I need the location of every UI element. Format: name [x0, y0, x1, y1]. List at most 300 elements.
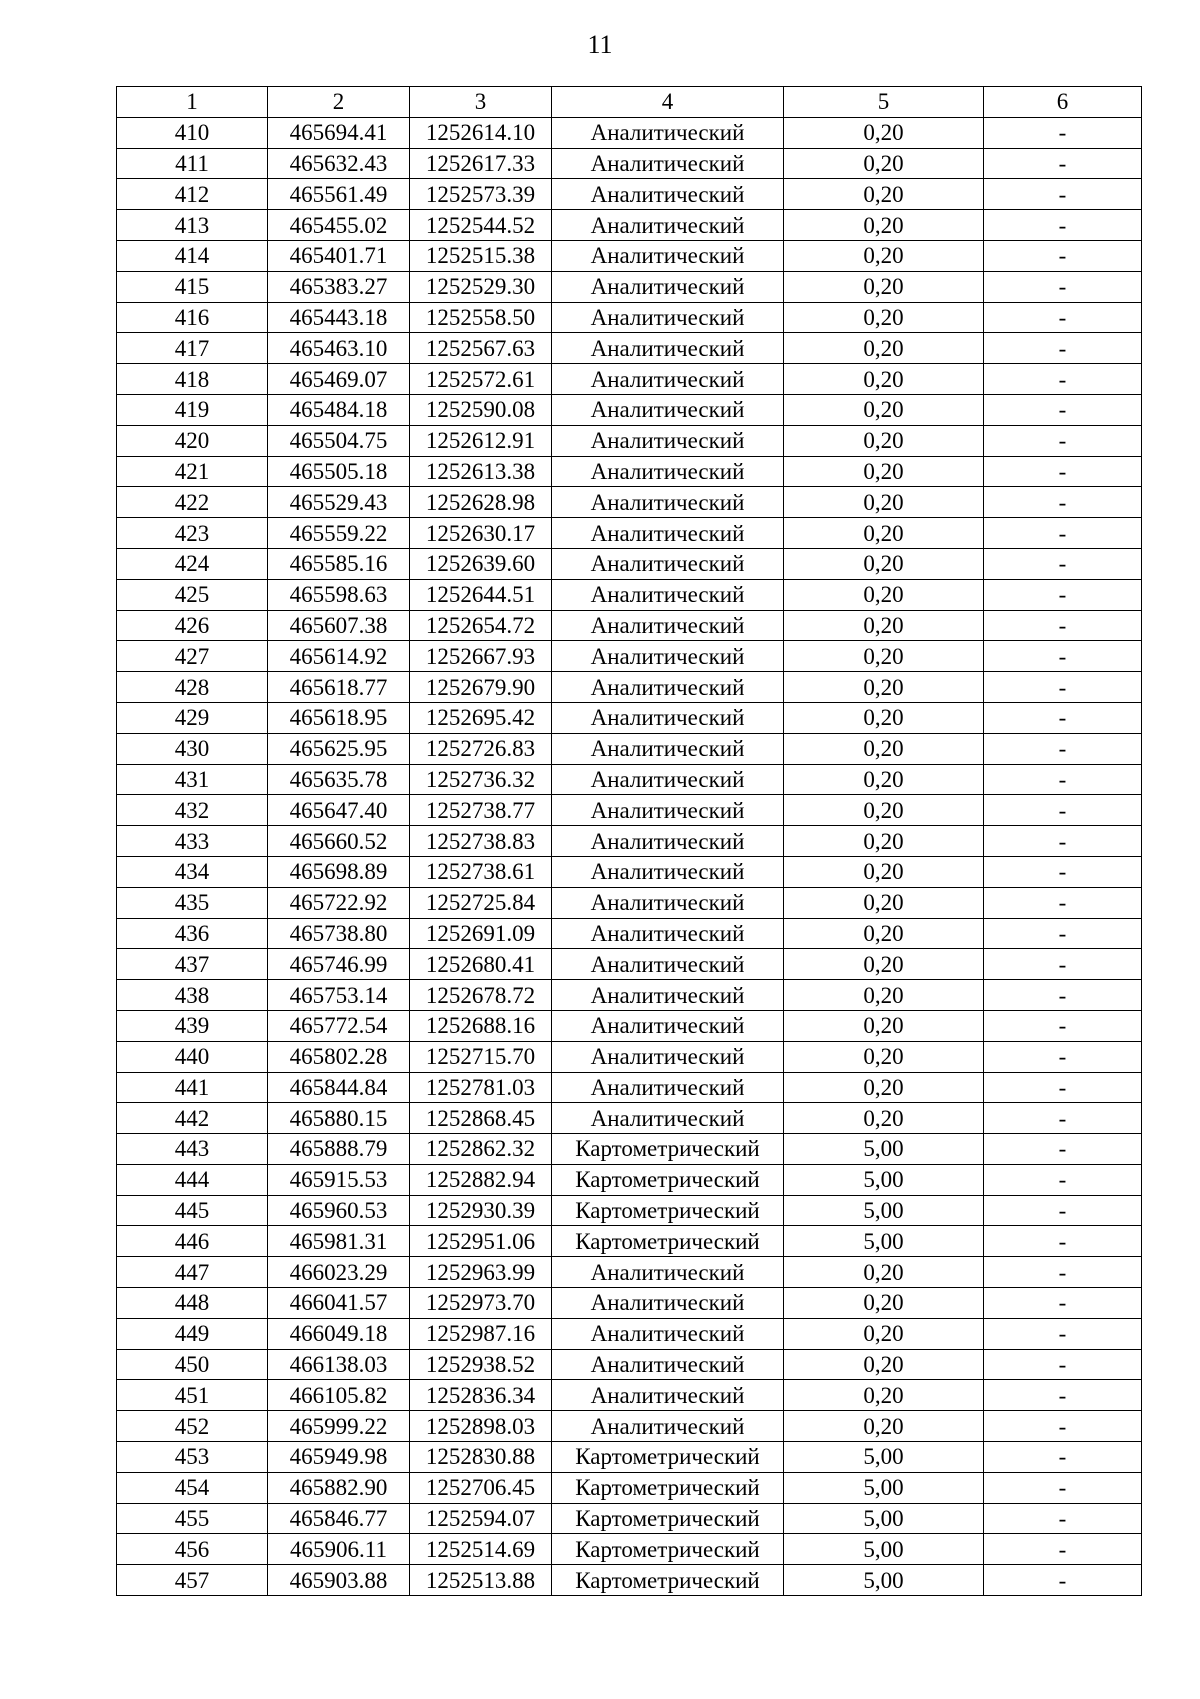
method-cell: Аналитический	[552, 302, 784, 333]
y-coordinate-cell: 1252987.16	[410, 1318, 552, 1349]
y-coordinate-cell: 1252513.88	[410, 1565, 552, 1596]
x-coordinate-cell: 466023.29	[268, 1257, 410, 1288]
point-number-cell: 412	[117, 179, 268, 210]
table-row	[117, 579, 1142, 610]
accuracy-cell: 0,20	[784, 1349, 984, 1380]
accuracy-cell: 5,00	[784, 1164, 984, 1195]
method-cell: Аналитический	[552, 179, 784, 210]
point-number-cell: 410	[117, 117, 268, 148]
accuracy-cell: 0,20	[784, 548, 984, 579]
accuracy-cell: 5,00	[784, 1503, 984, 1534]
y-coordinate-cell: 1252573.39	[410, 179, 552, 210]
accuracy-cell: 0,20	[784, 856, 984, 887]
table-row	[117, 1195, 1142, 1226]
note-cell: -	[984, 1103, 1142, 1134]
table-row	[117, 1411, 1142, 1442]
method-cell: Картометрический	[552, 1472, 784, 1503]
table-row	[117, 1103, 1142, 1134]
accuracy-cell: 5,00	[784, 1534, 984, 1565]
accuracy-cell: 0,20	[784, 764, 984, 795]
y-coordinate-cell: 1252738.61	[410, 856, 552, 887]
note-cell: -	[984, 271, 1142, 302]
point-number-cell: 441	[117, 1072, 268, 1103]
table-body	[117, 87, 1142, 1596]
x-coordinate-cell: 465960.53	[268, 1195, 410, 1226]
point-number-cell: 421	[117, 456, 268, 487]
method-cell: Картометрический	[552, 1565, 784, 1596]
x-coordinate-cell: 465559.22	[268, 518, 410, 549]
y-coordinate-cell: 1252930.39	[410, 1195, 552, 1226]
table-row	[117, 302, 1142, 333]
method-cell: Аналитический	[552, 364, 784, 395]
x-coordinate-cell: 466049.18	[268, 1318, 410, 1349]
x-coordinate-cell: 465632.43	[268, 148, 410, 179]
x-coordinate-cell: 465505.18	[268, 456, 410, 487]
method-cell: Аналитический	[552, 795, 784, 826]
note-cell: -	[984, 610, 1142, 641]
note-cell: -	[984, 1041, 1142, 1072]
note-cell: -	[984, 672, 1142, 703]
accuracy-cell: 0,20	[784, 641, 984, 672]
column-header: 5	[784, 87, 984, 118]
note-cell: -	[984, 1288, 1142, 1319]
y-coordinate-cell: 1252868.45	[410, 1103, 552, 1134]
y-coordinate-cell: 1252973.70	[410, 1288, 552, 1319]
point-number-cell: 440	[117, 1041, 268, 1072]
accuracy-cell: 0,20	[784, 672, 984, 703]
point-number-cell: 424	[117, 548, 268, 579]
method-cell: Аналитический	[552, 333, 784, 364]
y-coordinate-cell: 1252951.06	[410, 1226, 552, 1257]
y-coordinate-cell: 1252738.83	[410, 826, 552, 857]
y-coordinate-cell: 1252963.99	[410, 1257, 552, 1288]
table-row	[117, 1349, 1142, 1380]
y-coordinate-cell: 1252678.72	[410, 980, 552, 1011]
note-cell: -	[984, 1226, 1142, 1257]
table-row	[117, 826, 1142, 857]
table-row	[117, 856, 1142, 887]
method-cell: Аналитический	[552, 702, 784, 733]
x-coordinate-cell: 465906.11	[268, 1534, 410, 1565]
x-coordinate-cell: 465746.99	[268, 949, 410, 980]
method-cell: Аналитический	[552, 764, 784, 795]
accuracy-cell: 5,00	[784, 1565, 984, 1596]
accuracy-cell: 0,20	[784, 518, 984, 549]
x-coordinate-cell: 465981.31	[268, 1226, 410, 1257]
point-number-cell: 417	[117, 333, 268, 364]
table-row	[117, 425, 1142, 456]
point-number-cell: 437	[117, 949, 268, 980]
point-number-cell: 454	[117, 1472, 268, 1503]
point-number-cell: 448	[117, 1288, 268, 1319]
x-coordinate-cell: 465484.18	[268, 394, 410, 425]
method-cell: Аналитический	[552, 641, 784, 672]
accuracy-cell: 0,20	[784, 733, 984, 764]
x-coordinate-cell: 466138.03	[268, 1349, 410, 1380]
x-coordinate-cell: 465949.98	[268, 1442, 410, 1473]
note-cell: -	[984, 1072, 1142, 1103]
accuracy-cell: 0,20	[784, 702, 984, 733]
accuracy-cell: 5,00	[784, 1472, 984, 1503]
y-coordinate-cell: 1252691.09	[410, 918, 552, 949]
note-cell: -	[984, 179, 1142, 210]
y-coordinate-cell: 1252572.61	[410, 364, 552, 395]
point-number-cell: 426	[117, 610, 268, 641]
method-cell: Аналитический	[552, 117, 784, 148]
method-cell: Аналитический	[552, 271, 784, 302]
y-coordinate-cell: 1252706.45	[410, 1472, 552, 1503]
note-cell: -	[984, 1318, 1142, 1349]
point-number-cell: 457	[117, 1565, 268, 1596]
table-row	[117, 333, 1142, 364]
point-number-cell: 430	[117, 733, 268, 764]
x-coordinate-cell: 466105.82	[268, 1380, 410, 1411]
table-row	[117, 672, 1142, 703]
accuracy-cell: 0,20	[784, 579, 984, 610]
method-cell: Аналитический	[552, 887, 784, 918]
y-coordinate-cell: 1252613.38	[410, 456, 552, 487]
x-coordinate-cell: 465383.27	[268, 271, 410, 302]
accuracy-cell: 0,20	[784, 610, 984, 641]
note-cell: -	[984, 1349, 1142, 1380]
column-header: 3	[410, 87, 552, 118]
x-coordinate-cell: 465469.07	[268, 364, 410, 395]
accuracy-cell: 0,20	[784, 333, 984, 364]
y-coordinate-cell: 1252654.72	[410, 610, 552, 641]
y-coordinate-cell: 1252567.63	[410, 333, 552, 364]
method-cell: Аналитический	[552, 1257, 784, 1288]
x-coordinate-cell: 465888.79	[268, 1134, 410, 1165]
table-row	[117, 456, 1142, 487]
note-cell: -	[984, 1380, 1142, 1411]
table-row	[117, 210, 1142, 241]
table-row	[117, 364, 1142, 395]
accuracy-cell: 0,20	[784, 456, 984, 487]
note-cell: -	[984, 1195, 1142, 1226]
y-coordinate-cell: 1252617.33	[410, 148, 552, 179]
method-cell: Аналитический	[552, 856, 784, 887]
method-cell: Картометрический	[552, 1442, 784, 1473]
note-cell: -	[984, 795, 1142, 826]
table-row	[117, 117, 1142, 148]
method-cell: Аналитический	[552, 980, 784, 1011]
accuracy-cell: 0,20	[784, 179, 984, 210]
accuracy-cell: 5,00	[784, 1195, 984, 1226]
note-cell: -	[984, 856, 1142, 887]
method-cell: Картометрический	[552, 1195, 784, 1226]
point-number-cell: 444	[117, 1164, 268, 1195]
table-row	[117, 1503, 1142, 1534]
table-row	[117, 1472, 1142, 1503]
point-number-cell: 439	[117, 1010, 268, 1041]
x-coordinate-cell: 465614.92	[268, 641, 410, 672]
table-row	[117, 1257, 1142, 1288]
point-number-cell: 443	[117, 1134, 268, 1165]
note-cell: -	[984, 918, 1142, 949]
y-coordinate-cell: 1252862.32	[410, 1134, 552, 1165]
table-row	[117, 1380, 1142, 1411]
method-cell: Аналитический	[552, 487, 784, 518]
accuracy-cell: 0,20	[784, 302, 984, 333]
x-coordinate-cell: 465585.16	[268, 548, 410, 579]
point-number-cell: 434	[117, 856, 268, 887]
method-cell: Аналитический	[552, 918, 784, 949]
y-coordinate-cell: 1252514.69	[410, 1534, 552, 1565]
table-row	[117, 918, 1142, 949]
y-coordinate-cell: 1252830.88	[410, 1442, 552, 1473]
point-number-cell: 418	[117, 364, 268, 395]
x-coordinate-cell: 465455.02	[268, 210, 410, 241]
y-coordinate-cell: 1252726.83	[410, 733, 552, 764]
table-row	[117, 610, 1142, 641]
note-cell: -	[984, 702, 1142, 733]
column-header: 6	[984, 87, 1142, 118]
table-row	[117, 1010, 1142, 1041]
note-cell: -	[984, 487, 1142, 518]
accuracy-cell: 0,20	[784, 1103, 984, 1134]
method-cell: Аналитический	[552, 1349, 784, 1380]
x-coordinate-cell: 465618.77	[268, 672, 410, 703]
method-cell: Аналитический	[552, 1072, 784, 1103]
method-cell: Аналитический	[552, 456, 784, 487]
x-coordinate-cell: 465463.10	[268, 333, 410, 364]
note-cell: -	[984, 394, 1142, 425]
point-number-cell: 416	[117, 302, 268, 333]
x-coordinate-cell: 465738.80	[268, 918, 410, 949]
point-number-cell: 411	[117, 148, 268, 179]
point-number-cell: 449	[117, 1318, 268, 1349]
table-row	[117, 1041, 1142, 1072]
accuracy-cell: 0,20	[784, 949, 984, 980]
point-number-cell: 429	[117, 702, 268, 733]
y-coordinate-cell: 1252639.60	[410, 548, 552, 579]
accuracy-cell: 5,00	[784, 1442, 984, 1473]
x-coordinate-cell: 465753.14	[268, 980, 410, 1011]
table-row	[117, 1534, 1142, 1565]
x-coordinate-cell: 465625.95	[268, 733, 410, 764]
method-cell: Картометрический	[552, 1226, 784, 1257]
accuracy-cell: 0,20	[784, 210, 984, 241]
method-cell: Аналитический	[552, 394, 784, 425]
note-cell: -	[984, 641, 1142, 672]
point-number-cell: 413	[117, 210, 268, 241]
y-coordinate-cell: 1252667.93	[410, 641, 552, 672]
method-cell: Аналитический	[552, 240, 784, 271]
x-coordinate-cell: 465844.84	[268, 1072, 410, 1103]
point-number-cell: 446	[117, 1226, 268, 1257]
y-coordinate-cell: 1252544.52	[410, 210, 552, 241]
x-coordinate-cell: 465999.22	[268, 1411, 410, 1442]
x-coordinate-cell: 466041.57	[268, 1288, 410, 1319]
table-row	[117, 1134, 1142, 1165]
y-coordinate-cell: 1252590.08	[410, 394, 552, 425]
note-cell: -	[984, 826, 1142, 857]
accuracy-cell: 0,20	[784, 425, 984, 456]
table-row	[117, 1072, 1142, 1103]
column-header: 1	[117, 87, 268, 118]
note-cell: -	[984, 980, 1142, 1011]
x-coordinate-cell: 465561.49	[268, 179, 410, 210]
accuracy-cell: 0,20	[784, 240, 984, 271]
point-number-cell: 414	[117, 240, 268, 271]
y-coordinate-cell: 1252781.03	[410, 1072, 552, 1103]
accuracy-cell: 0,20	[784, 826, 984, 857]
x-coordinate-cell: 465802.28	[268, 1041, 410, 1072]
x-coordinate-cell: 465607.38	[268, 610, 410, 641]
table-row	[117, 240, 1142, 271]
x-coordinate-cell: 465401.71	[268, 240, 410, 271]
accuracy-cell: 0,20	[784, 1257, 984, 1288]
y-coordinate-cell: 1252715.70	[410, 1041, 552, 1072]
y-coordinate-cell: 1252614.10	[410, 117, 552, 148]
note-cell: -	[984, 302, 1142, 333]
point-number-cell: 438	[117, 980, 268, 1011]
point-number-cell: 427	[117, 641, 268, 672]
point-number-cell: 453	[117, 1442, 268, 1473]
point-number-cell: 415	[117, 271, 268, 302]
y-coordinate-cell: 1252736.32	[410, 764, 552, 795]
accuracy-cell: 0,20	[784, 487, 984, 518]
note-cell: -	[984, 210, 1142, 241]
y-coordinate-cell: 1252529.30	[410, 271, 552, 302]
accuracy-cell: 0,20	[784, 394, 984, 425]
note-cell: -	[984, 548, 1142, 579]
accuracy-cell: 0,20	[784, 271, 984, 302]
x-coordinate-cell: 465772.54	[268, 1010, 410, 1041]
y-coordinate-cell: 1252680.41	[410, 949, 552, 980]
accuracy-cell: 0,20	[784, 148, 984, 179]
note-cell: -	[984, 1010, 1142, 1041]
x-coordinate-cell: 465882.90	[268, 1472, 410, 1503]
note-cell: -	[984, 949, 1142, 980]
y-coordinate-cell: 1252628.98	[410, 487, 552, 518]
note-cell: -	[984, 1134, 1142, 1165]
point-number-cell: 435	[117, 887, 268, 918]
x-coordinate-cell: 465504.75	[268, 425, 410, 456]
point-number-cell: 419	[117, 394, 268, 425]
y-coordinate-cell: 1252695.42	[410, 702, 552, 733]
accuracy-cell: 0,20	[784, 1288, 984, 1319]
table-row	[117, 518, 1142, 549]
x-coordinate-cell: 465722.92	[268, 887, 410, 918]
point-number-cell: 447	[117, 1257, 268, 1288]
method-cell: Картометрический	[552, 1164, 784, 1195]
method-cell: Аналитический	[552, 610, 784, 641]
point-number-cell: 452	[117, 1411, 268, 1442]
note-cell: -	[984, 1257, 1142, 1288]
y-coordinate-cell: 1252725.84	[410, 887, 552, 918]
note-cell: -	[984, 364, 1142, 395]
method-cell: Аналитический	[552, 1380, 784, 1411]
y-coordinate-cell: 1252594.07	[410, 1503, 552, 1534]
point-number-cell: 450	[117, 1349, 268, 1380]
note-cell: -	[984, 148, 1142, 179]
point-number-cell: 442	[117, 1103, 268, 1134]
accuracy-cell: 5,00	[784, 1226, 984, 1257]
method-cell: Картометрический	[552, 1534, 784, 1565]
note-cell: -	[984, 1472, 1142, 1503]
table-row	[117, 548, 1142, 579]
point-number-cell: 455	[117, 1503, 268, 1534]
y-coordinate-cell: 1252836.34	[410, 1380, 552, 1411]
table-row	[117, 1226, 1142, 1257]
method-cell: Аналитический	[552, 949, 784, 980]
method-cell: Аналитический	[552, 210, 784, 241]
method-cell: Аналитический	[552, 826, 784, 857]
table-row	[117, 1164, 1142, 1195]
table-row	[117, 795, 1142, 826]
point-number-cell: 420	[117, 425, 268, 456]
note-cell: -	[984, 240, 1142, 271]
y-coordinate-cell: 1252644.51	[410, 579, 552, 610]
point-number-cell: 425	[117, 579, 268, 610]
note-cell: -	[984, 425, 1142, 456]
x-coordinate-cell: 465694.41	[268, 117, 410, 148]
accuracy-cell: 0,20	[784, 364, 984, 395]
x-coordinate-cell: 465647.40	[268, 795, 410, 826]
accuracy-cell: 0,20	[784, 1318, 984, 1349]
x-coordinate-cell: 465443.18	[268, 302, 410, 333]
note-cell: -	[984, 1442, 1142, 1473]
accuracy-cell: 0,20	[784, 1380, 984, 1411]
table-row	[117, 949, 1142, 980]
page-number: 11	[587, 30, 613, 59]
header-row	[117, 87, 1142, 118]
accuracy-cell: 0,20	[784, 1041, 984, 1072]
method-cell: Аналитический	[552, 548, 784, 579]
method-cell: Аналитический	[552, 425, 784, 456]
table-row	[117, 1442, 1142, 1473]
y-coordinate-cell: 1252938.52	[410, 1349, 552, 1380]
y-coordinate-cell: 1252515.38	[410, 240, 552, 271]
note-cell: -	[984, 117, 1142, 148]
y-coordinate-cell: 1252679.90	[410, 672, 552, 703]
table-row	[117, 733, 1142, 764]
x-coordinate-cell: 465698.89	[268, 856, 410, 887]
note-cell: -	[984, 579, 1142, 610]
accuracy-cell: 0,20	[784, 1411, 984, 1442]
table-row	[117, 1565, 1142, 1596]
x-coordinate-cell: 465846.77	[268, 1503, 410, 1534]
x-coordinate-cell: 465635.78	[268, 764, 410, 795]
method-cell: Аналитический	[552, 1010, 784, 1041]
y-coordinate-cell: 1252882.94	[410, 1164, 552, 1195]
point-number-cell: 456	[117, 1534, 268, 1565]
method-cell: Аналитический	[552, 1288, 784, 1319]
accuracy-cell: 0,20	[784, 980, 984, 1011]
method-cell: Аналитический	[552, 579, 784, 610]
table-row	[117, 887, 1142, 918]
table-row	[117, 487, 1142, 518]
note-cell: -	[984, 764, 1142, 795]
column-header: 2	[268, 87, 410, 118]
table-row	[117, 1288, 1142, 1319]
x-coordinate-cell: 465618.95	[268, 702, 410, 733]
note-cell: -	[984, 887, 1142, 918]
point-number-cell: 432	[117, 795, 268, 826]
point-number-cell: 433	[117, 826, 268, 857]
table-row	[117, 641, 1142, 672]
method-cell: Аналитический	[552, 148, 784, 179]
table-row	[117, 1318, 1142, 1349]
accuracy-cell: 0,20	[784, 117, 984, 148]
y-coordinate-cell: 1252558.50	[410, 302, 552, 333]
method-cell: Аналитический	[552, 1041, 784, 1072]
note-cell: -	[984, 1534, 1142, 1565]
point-number-cell: 422	[117, 487, 268, 518]
note-cell: -	[984, 518, 1142, 549]
note-cell: -	[984, 1565, 1142, 1596]
